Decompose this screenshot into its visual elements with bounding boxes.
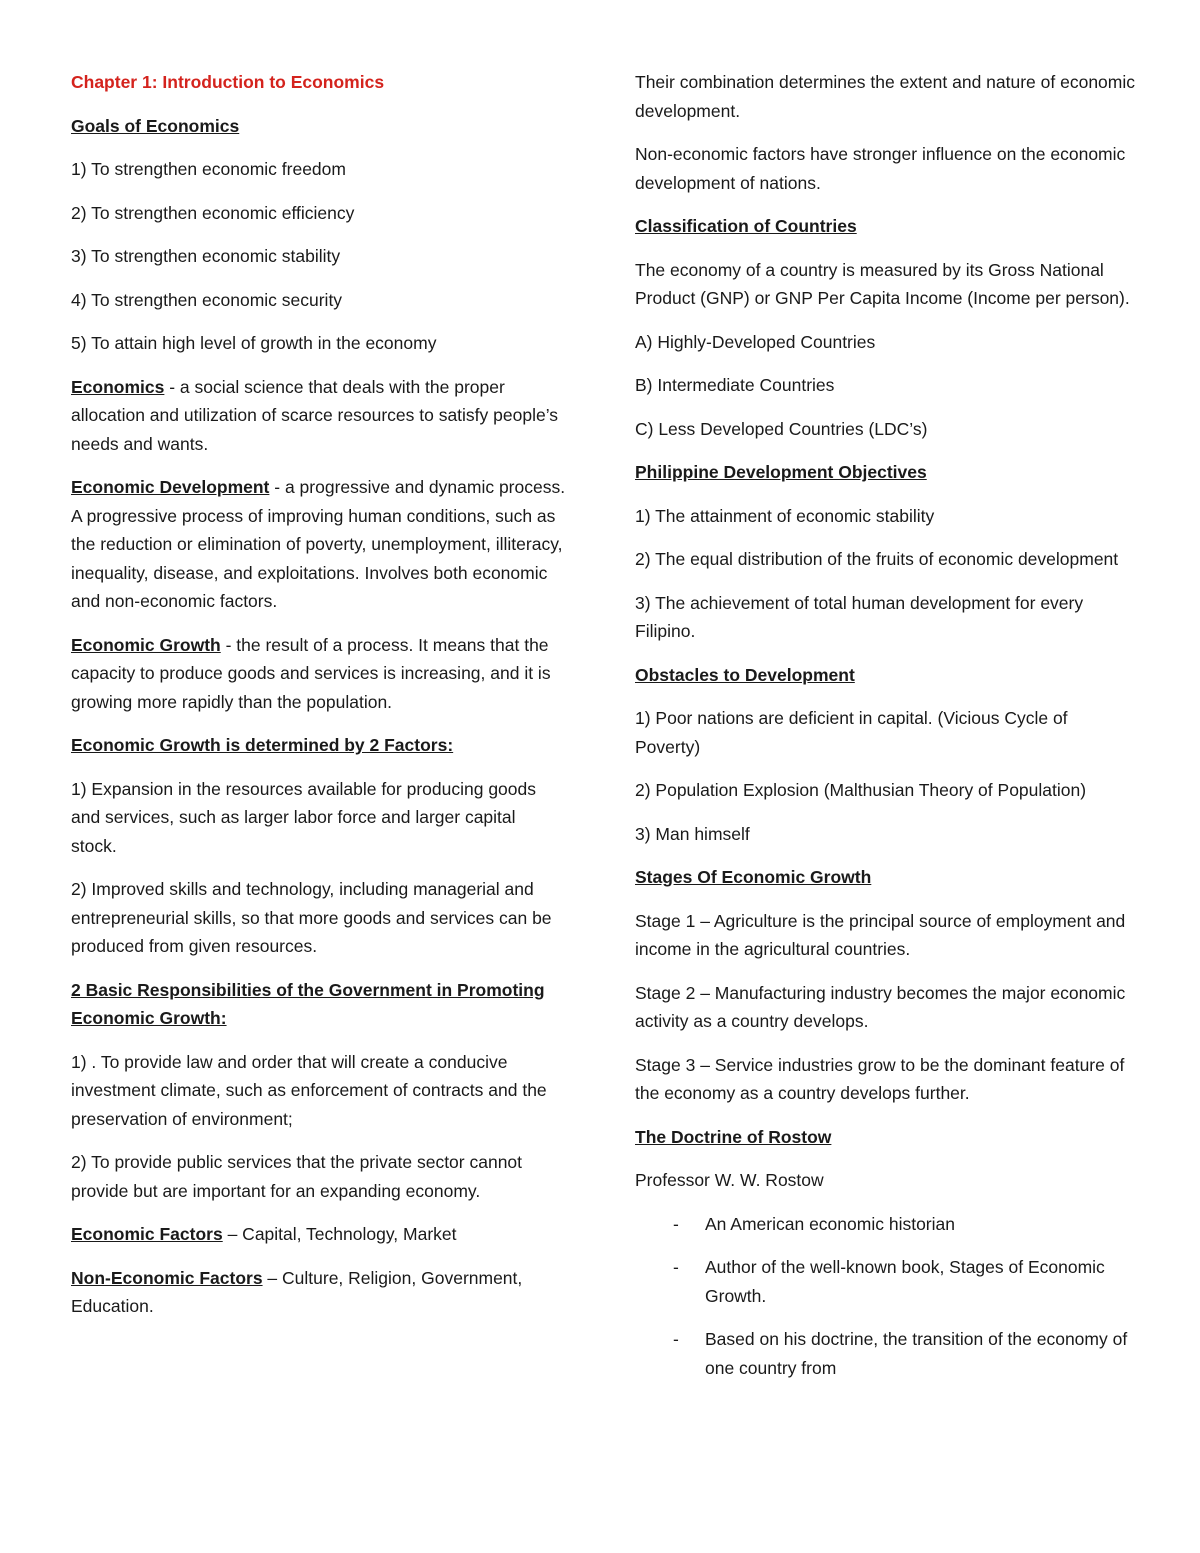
econ-development-definition	[71, 473, 566, 616]
ph-objective-item: 3) The achievement of total human development for every Filipino.	[635, 592, 1084, 641]
goal-item: 3) To strengthen economic stability	[71, 246, 341, 266]
growth-factor-item: 1) Expansion in the resources available for producing goods and services, such as larger labor force and larger capital stock.	[71, 778, 537, 856]
non-econ-factors-line	[71, 1264, 566, 1321]
classification-heading: Classification of Countries	[635, 216, 857, 236]
goals-heading: Goals of Economics	[71, 115, 240, 136]
goal-item: 5) To attain high level of growth in the economy	[71, 333, 437, 353]
chapter-title: Chapter 1: Introduction to Economics	[71, 72, 385, 92]
ph-objective-item: 2) The equal distribution of the fruits of economic development	[635, 549, 1119, 569]
list-item	[635, 1210, 1135, 1239]
econ-factors-text: – Capital, Technology, Market	[222, 1224, 457, 1244]
right-column	[635, 68, 1135, 1397]
classification-item: A) Highly-Developed Countries	[635, 331, 876, 352]
obstacle-item: 2) Population Explosion (Malthusian Theory of Population)	[635, 780, 1087, 800]
dash-bullet: -	[673, 1329, 679, 1349]
non-econ-factors-term: Non-Economic Factors	[71, 1267, 263, 1288]
ph-objective-item: 1) The attainment of economic stability	[635, 505, 935, 526]
gov-item: 1) . To provide law and order that will create a conducive investment climate, such as enforcement of contracts and the preservation of environment;	[71, 1051, 547, 1129]
stage-item: Stage 1 – Agriculture is the principal source of employment and income in the agricultural countries.	[635, 910, 1126, 959]
econ-growth-term: Economic Growth	[71, 634, 221, 655]
goal-item: 2) To strengthen economic efficiency	[71, 202, 355, 223]
obstacle-item: 3) Man himself	[635, 823, 750, 844]
dash-bullet: -	[673, 1213, 679, 1234]
rostow-heading: The Doctrine of Rostow	[635, 1126, 832, 1147]
econ-factors-term: Economic Factors	[71, 1224, 223, 1244]
list-item-text: Based on his doctrine, the transition of the economy of one country from	[705, 1329, 1128, 1378]
stages-heading: Stages Of Economic Growth	[635, 867, 872, 887]
stage-item: Stage 3 – Service industries grow to be the dominant feature of the economy as a country develops further.	[635, 1054, 1125, 1103]
econ-growth-definition	[71, 631, 566, 717]
econ-development-text: - a progressive and dynamic process. A progressive process of improving human conditions, such as the reduction or elimination of poverty, unemployment, illiteracy, inequality, disease, and exploitations. Involves both economic and non-economic factors.	[71, 477, 566, 611]
list-item-text: An American economic historian	[705, 1213, 955, 1234]
non-econ-factors-text: – Culture, Religion, Government, Education.	[71, 1267, 523, 1316]
growth-factors-heading: Economic Growth is determined by 2 Factors:	[71, 735, 454, 755]
classification-item: B) Intermediate Countries	[635, 375, 835, 395]
gov-item: 2) To provide public services that the private sector cannot provide but are important for an expanding economy.	[71, 1152, 523, 1201]
growth-factor-item: 2) Improved skills and technology, including managerial and entrepreneurial skills, so that more goods and services can be produced from given resources.	[71, 879, 552, 956]
gov-heading: 2 Basic Responsibilities of the Government in Promoting Economic Growth:	[71, 979, 545, 1028]
dash-bullet: -	[673, 1257, 679, 1277]
econ-growth-text: - the result of a process. It means that the capacity to produce goods and services is increasing, and it is growing more rapidly than the population.	[71, 634, 551, 712]
intro-paragraph: Their combination determines the extent and nature of economic development.	[635, 72, 1136, 121]
obstacle-item: 1) Poor nations are deficient in capital. (Vicious Cycle of Poverty)	[635, 708, 1068, 757]
economics-term: Economics	[71, 376, 165, 397]
economics-definition	[71, 373, 566, 459]
list-item-text: Author of the well-known book, Stages of Economic Growth.	[705, 1257, 1105, 1306]
left-column	[71, 68, 566, 1336]
rostow-bullet-list	[635, 1210, 1135, 1383]
list-item	[635, 1325, 1135, 1382]
list-item	[635, 1253, 1135, 1310]
econ-factors-line	[71, 1220, 566, 1249]
rostow-name: Professor W. W. Rostow	[635, 1170, 824, 1190]
goal-item: 4) To strengthen economic security	[71, 289, 343, 310]
ph-objectives-heading: Philippine Development Objectives	[635, 462, 927, 482]
econ-development-term: Economic Development	[71, 477, 270, 497]
classification-item: C) Less Developed Countries (LDC’s)	[635, 418, 928, 439]
economics-text: - a social science that deals with the proper allocation and utilization of scarce resources to satisfy people’s needs and wants.	[71, 376, 559, 454]
classification-text: The economy of a country is measured by its Gross National Product (GNP) or GNP Per Capita Income (Income per person).	[635, 259, 1130, 308]
intro-paragraph: Non-economic factors have stronger influence on the economic development of nations.	[635, 144, 1126, 193]
stage-item: Stage 2 – Manufacturing industry becomes the major economic activity as a country develops.	[635, 982, 1126, 1031]
obstacles-heading: Obstacles to Development	[635, 664, 855, 685]
goal-item: 1) To strengthen economic freedom	[71, 159, 346, 179]
